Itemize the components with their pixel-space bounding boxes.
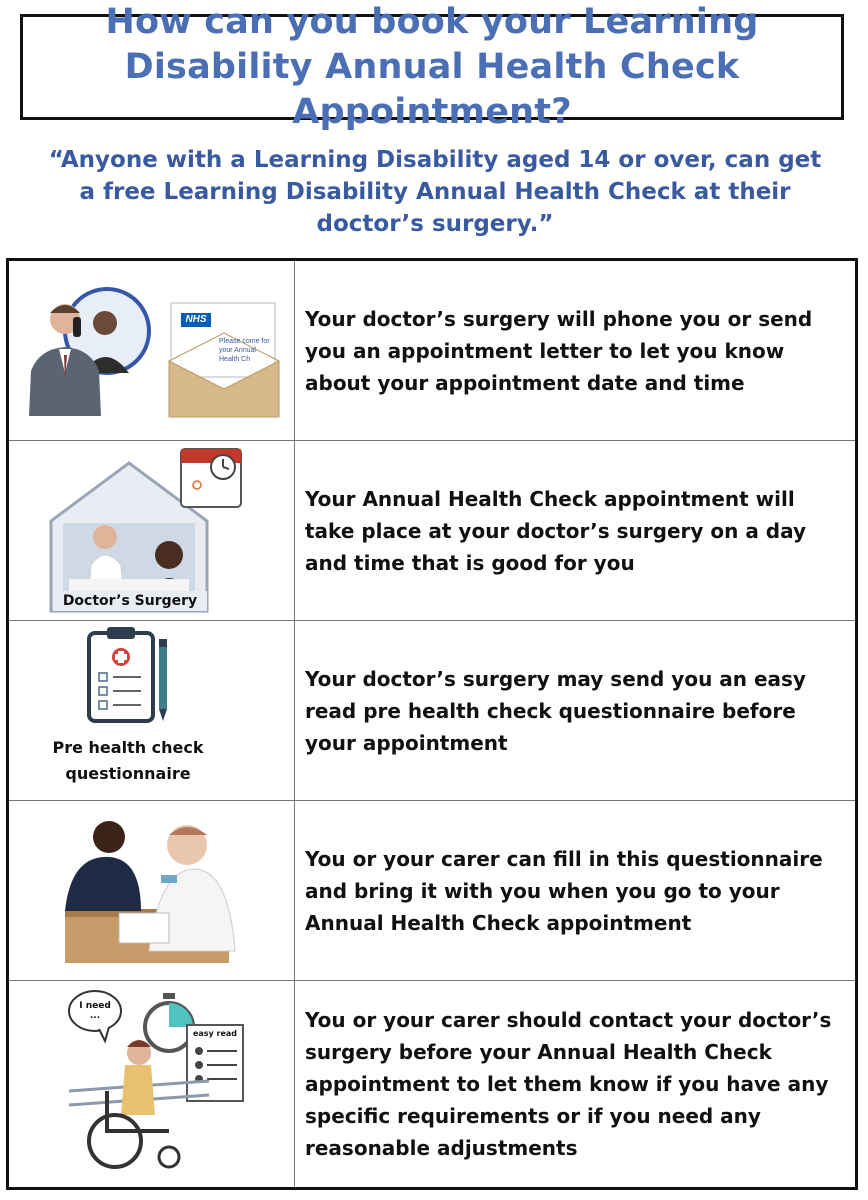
speech-bubble-text: I need ... xyxy=(79,1001,111,1021)
row-text: Your doctor’s surgery may send you an easy read pre health check questionnaire before your appointment xyxy=(305,666,806,755)
quote: “Anyone with a Learning Disability aged 14 or over, can get a free Learning Disability Annual Health Check at their doctor’s surgery.” xyxy=(48,147,822,237)
surgery-illustration xyxy=(9,441,295,620)
table-row xyxy=(9,261,855,441)
row-text: You or your carer should contact your doctor’s surgery before your Annual Health Check appointment to let them know if you have any specific requirements or if you need any reasonable adjustments xyxy=(305,1008,832,1160)
row-text: You or your carer can fill in this questionnaire and bring it with you when you go to your Annual Health Check appointment xyxy=(305,846,823,935)
surgery-caption: Doctor’s Surgery xyxy=(53,591,207,611)
row-text: Your Annual Health Check appointment will take place at your doctor’s surgery on a day and time that is good for you xyxy=(305,486,807,575)
easy-read-label: easy read xyxy=(192,1029,238,1038)
questionnaire-illustration xyxy=(9,621,295,800)
questionnaire-caption: Pre health check questionnaire xyxy=(52,738,204,783)
table-row xyxy=(9,981,855,1187)
title-box xyxy=(20,1,844,132)
nhs-logo: NHS xyxy=(185,314,207,325)
table-row xyxy=(9,801,855,981)
row-text: Your doctor’s surgery will phone you or send you an appointment letter to let you know about your appointment date and time xyxy=(305,306,813,395)
letter-text: Please come for your Annual Health Ch xyxy=(219,338,270,363)
wheelchair-user-icon xyxy=(9,981,295,1187)
phone-letter-illustration xyxy=(9,261,295,440)
people-at-desk-icon xyxy=(9,801,295,981)
page-title: How can you book your Learning Disability Annual Health Check Appointment? xyxy=(105,1,759,132)
requirements-illustration xyxy=(9,981,295,1187)
form-filling-illustration xyxy=(9,801,295,980)
table-row xyxy=(9,441,855,621)
table-row xyxy=(9,621,855,801)
info-table xyxy=(6,258,858,1190)
